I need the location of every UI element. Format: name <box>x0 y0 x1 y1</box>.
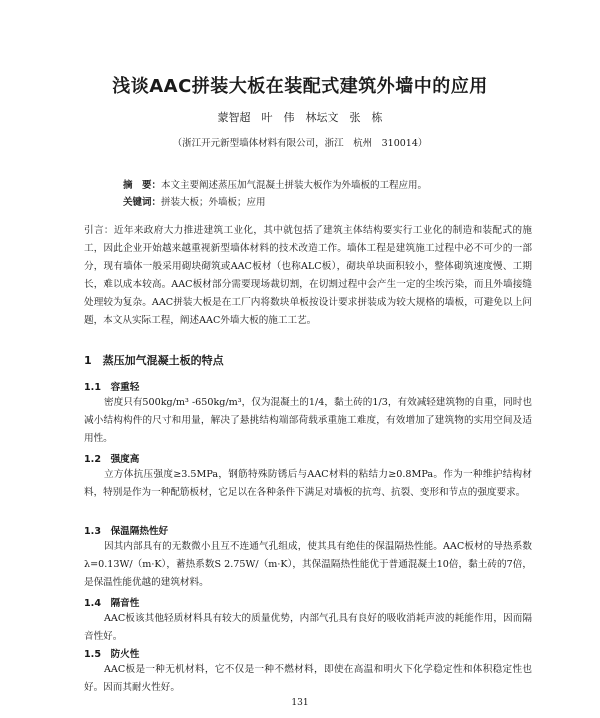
intro-paragraph: 引言：近年来政府大力推进建筑工业化，其中就包括了建筑主体结构要实行工业化的制造和装配式的施工，因此企业开始越来越重视新型墙体材料的技术改造工作。墙体工程是建筑施工过程中必不可少的一部分，现有墙体一般采用砌块砌筑或AAC板材（也称ALC板），砌块单块面积较小，整体砌筑速度慢、工期长，难以成本较高。AAC板材部分需要现场裁切割，在切割过程中会产生一定的尘埃污染，而且外墙接缝处理较为复杂。AAC拼装大板是在工厂内将数块单板按设计要求拼装成为较大规格的墙板，可避免以上问题，本文从实际工程，阐述AAC外墙大板的施工工艺。 <box>84 225 532 326</box>
subsection-1-2-heading: 1.2 强度高 <box>84 454 140 465</box>
abstract-label: 摘 要： <box>123 180 162 191</box>
paper-title: 浅谈AAC拼装大板在装配式建筑外墙中的应用 <box>112 76 488 97</box>
abstract-block <box>123 177 523 211</box>
subsection-1-4-heading: 1.4 隔音性 <box>84 598 140 609</box>
paper-authors: 蒙智超 叶 伟 林坛文 张 栋 <box>217 111 383 124</box>
section-1-heading: 1 蒸压加气混凝土板的特点 <box>84 354 224 367</box>
paper-affiliation: （浙江开元新型墙体材料有限公司，浙江 杭州 310014） <box>172 138 428 149</box>
subsection-1-1-heading: 1.1 容重轻 <box>84 382 140 393</box>
keywords-line <box>123 194 523 211</box>
subsection-1-3-heading: 1.3 保温隔热性好 <box>84 526 169 537</box>
subsection-1-5-text: AAC板是一种无机材料，它不仅是一种不燃材料，即使在高温和明火下化学稳定性和体积稳定性也好。因而其耐火性好。 <box>84 664 532 693</box>
subsection-1-4-text: AAC板该其他轻质材料具有较大的质量优势，内部气孔具有良好的吸收消耗声波的耗能作用，因而隔音性好。 <box>84 613 532 642</box>
subsection-1-5-heading: 1.5 防火性 <box>84 649 140 660</box>
subsection-1-3-text: 因其内部具有的无数微小且互不连通气孔组成，使其具有绝佳的保温隔热性能。AAC板材的导热系数λ=0.13W/（m·K），蓄热系数S 2.75W/（m·K），其保温隔热性能优于普通混凝土10倍，黏土砖的7倍，是保温性能优越的建筑材料。 <box>84 541 532 588</box>
abstract-text: 本文主要阐述蒸压加气混凝土拼装大板作为外墙板的工程应用。 <box>161 180 428 191</box>
keywords-text: 拼装大板；外墙板；应用 <box>161 197 266 208</box>
abstract-line <box>123 177 523 194</box>
subsection-1-2-text: 立方体抗压强度≥3.5MPa，钢筋特殊防锈后与AAC材料的粘结力≥0.8MPa。作为一种维护结构材料，特别是作为一种配筋板材，它足以在各种条件下满足对墙板的抗弯、抗裂、变形和节点的强度要求。 <box>84 469 532 498</box>
keywords-label: 关键词： <box>123 197 162 208</box>
subsection-1-1-text: 密度只有500kg/m³ -650kg/m³，仅为混凝土的1/4，黏土砖的1/3，有效减轻建筑物的自重，同时也减小结构构件的尺寸和用量，解决了悬挑结构端部荷载承重施工难度，有效增加了建筑物的实用空间及适用性。 <box>84 397 532 444</box>
page-number: 131 <box>291 698 309 708</box>
